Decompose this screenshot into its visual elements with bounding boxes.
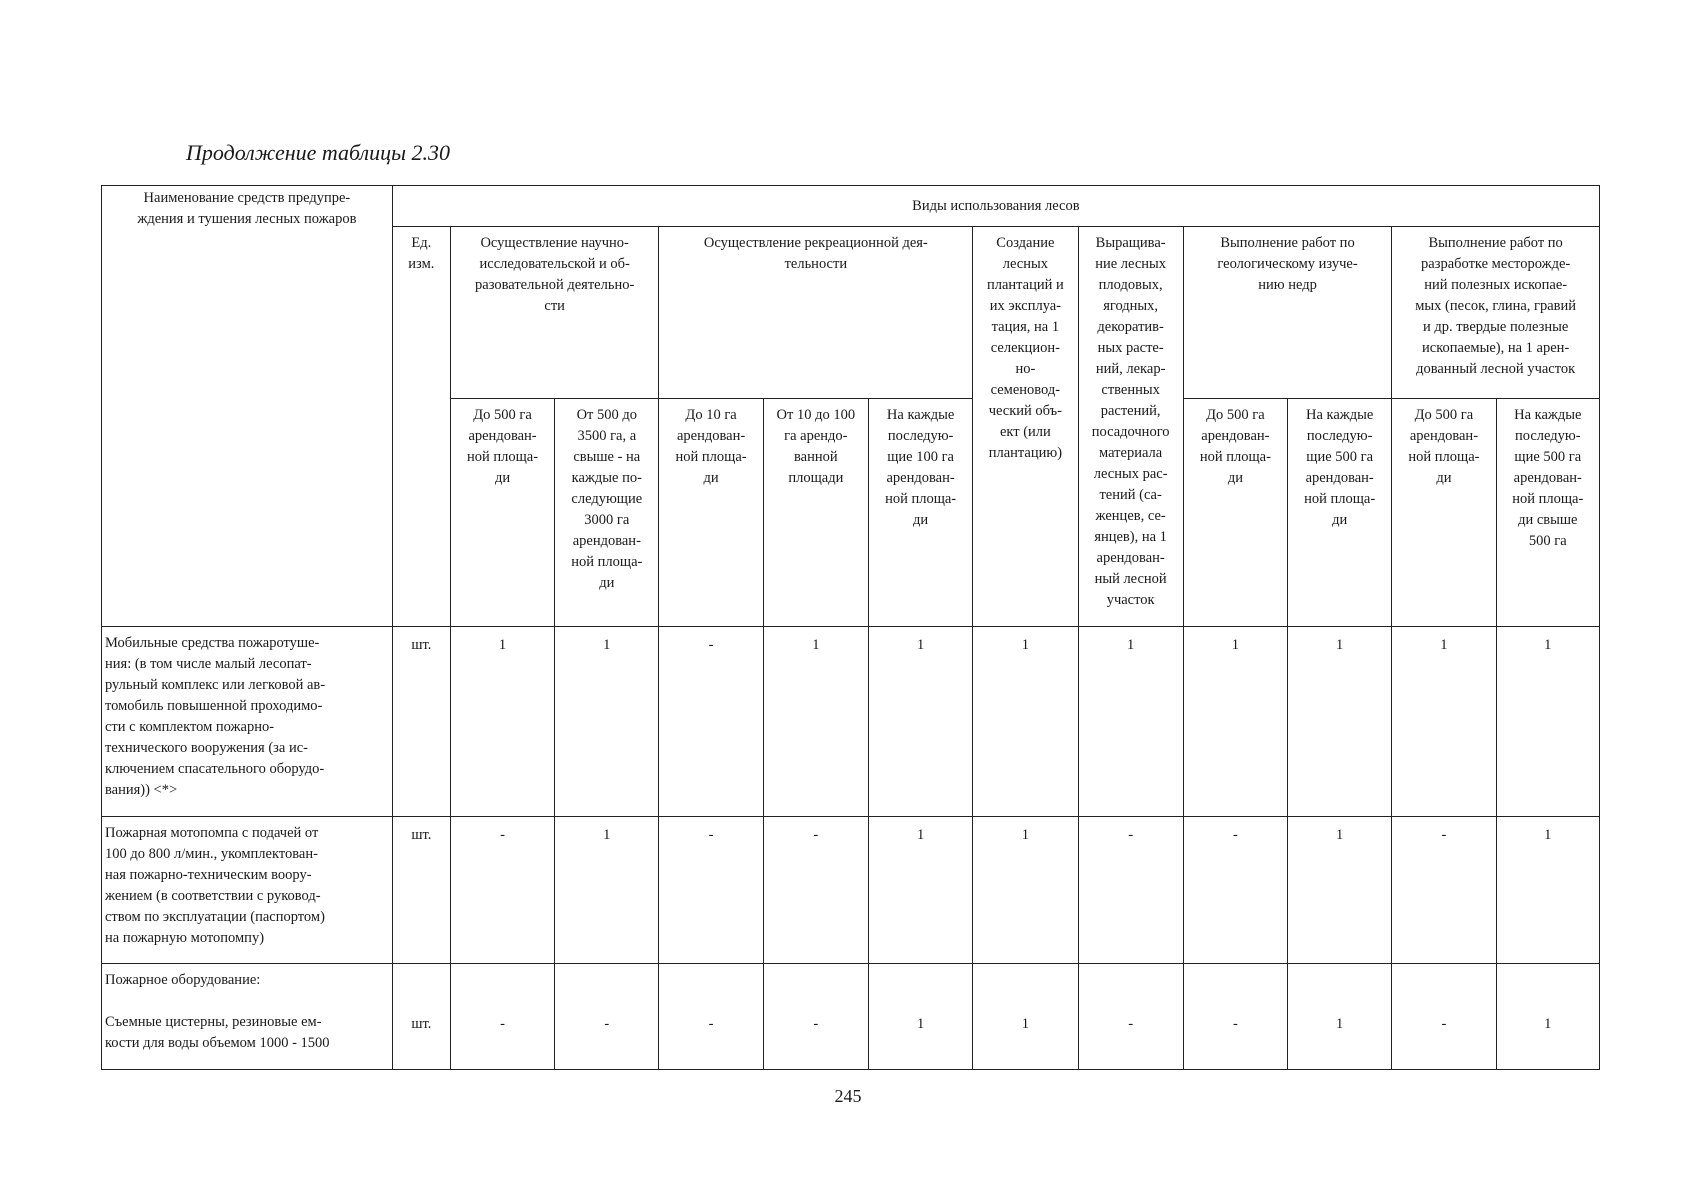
header-sub-mining-2: На каждые последую- щие 500 га арендован- ной площа- ди свыше 500 га xyxy=(1496,399,1599,627)
header-sub-geology-1: До 500 га арендован- ной площа- ди xyxy=(1183,399,1287,627)
header-group-cultivation: Выращива- ние лесных плодовых, ягодных, декоратив- ных расте- ний, лекар- ственных растений, посадочного материала лесных рас- тений (са- женцев, се- янцев), на 1 арендован- ный лесной участок xyxy=(1078,227,1183,627)
row-name-mobile-means: Мобильные средства пожаротуше- ния: (в том числе малый лесопат- рульный комплекс или легковой ав- томобиль повышенной проходимо- сти с комплектом пожарно- технического вооружения (за ис- ключением спасательного оборудо- вания)) <*> xyxy=(102,627,393,817)
value-cell: - xyxy=(1078,817,1183,964)
value-cell: 1 xyxy=(450,627,554,817)
table-row xyxy=(102,817,1600,964)
value-cell: 1 xyxy=(1288,817,1392,964)
page-number: 245 xyxy=(834,1086,862,1106)
header-row-1 xyxy=(102,186,1600,227)
value-cell: - xyxy=(1392,964,1496,1070)
header-unit: Ед. изм. xyxy=(392,227,450,627)
value-cell: 1 xyxy=(1288,627,1392,817)
value-cell: 1 xyxy=(1078,627,1183,817)
value-cell: - xyxy=(450,964,554,1070)
value-cell: 1 xyxy=(1392,627,1496,817)
header-group-plantations: Создание лесных плантаций и их эксплуа- тация, на 1 селекцион- но- семеновод- ческий объ- ект (или плантацию) xyxy=(973,227,1078,627)
header-sub-recreation-1: До 10 га арендован- ной площа- ди xyxy=(659,399,763,627)
value-cell: - xyxy=(450,817,554,964)
value-cell: 1 xyxy=(1496,627,1599,817)
value-cell: 1 xyxy=(868,627,972,817)
value-cell: 1 xyxy=(1183,627,1287,817)
value-cell: - xyxy=(1392,817,1496,964)
row-name-motor-pump: Пожарная мотопомпа с подачей от 100 до 800 л/мин., укомплектован- ная пожарно-техническим воору- жением (в соответствии с руковод- ством по эксплуатации (паспортом) на пожарную мотопомпу) xyxy=(102,817,393,964)
row-unit: шт. xyxy=(392,964,450,1070)
row-unit: шт. xyxy=(392,817,450,964)
header-group-mining: Выполнение работ по разработке месторожде- ний полезных ископае- мых (песок, глина, гравий и др. твердые полезные ископаемые), на 1 арен- дованный лесной участок xyxy=(1392,227,1600,399)
header-group-recreation: Осуществление рекреационной дея- тельности xyxy=(659,227,973,399)
header-sub-science-2: От 500 до 3500 га, а свыше - на каждые по- следующие 3000 га арендован- ной площа- ди xyxy=(555,399,659,627)
value-cell: 1 xyxy=(555,627,659,817)
header-group-science: Осуществление научно- исследовательской и об- разовательной деятельно- сти xyxy=(450,227,659,399)
forest-fire-equipment-table xyxy=(101,185,1600,1070)
value-cell: 1 xyxy=(1288,964,1392,1070)
row-name-fire-equipment xyxy=(102,964,393,1070)
value-cell: 1 xyxy=(1496,817,1599,964)
table-row xyxy=(102,627,1600,817)
header-sub-recreation-2: От 10 до 100 га арендо- ванной площади xyxy=(763,399,868,627)
value-cell: - xyxy=(659,627,763,817)
header-sub-mining-1: До 500 га арендован- ной площа- ди xyxy=(1392,399,1496,627)
value-cell: 1 xyxy=(868,817,972,964)
value-cell: 1 xyxy=(1496,964,1599,1070)
value-cell: - xyxy=(659,964,763,1070)
value-cell: 1 xyxy=(868,964,972,1070)
value-cell: - xyxy=(555,964,659,1070)
value-cell: - xyxy=(659,817,763,964)
value-cell: 1 xyxy=(555,817,659,964)
header-sub-science-1: До 500 га арендован- ной площа- ди xyxy=(450,399,554,627)
header-sub-geology-2: На каждые последую- щие 500 га арендован- ной площа- ди xyxy=(1288,399,1392,627)
value-cell: - xyxy=(1078,964,1183,1070)
value-cell: 1 xyxy=(973,627,1078,817)
header-name-col: Наименование средств предупре- ждения и тушения лесных пожаров xyxy=(102,186,393,627)
row-unit: шт. xyxy=(392,627,450,817)
value-cell: - xyxy=(763,817,868,964)
value-cell: - xyxy=(763,964,868,1070)
table-caption: Продолжение таблицы 2.30 xyxy=(186,140,451,165)
header-group-geology: Выполнение работ по геологическому изуче- нию недр xyxy=(1183,227,1392,399)
value-cell: - xyxy=(1183,964,1287,1070)
row-heading-fire-equipment: Пожарное оборудование: xyxy=(105,972,261,988)
table-row xyxy=(102,964,1600,1070)
header-forest-use: Виды использования лесов xyxy=(392,186,1599,227)
header-sub-recreation-3: На каждые последую- щие 100 га арендован- ной площа- ди xyxy=(868,399,972,627)
row-name-tanks: Съемные цистерны, резиновые ем- кости для воды объемом 1000 - 1500 xyxy=(105,1014,330,1051)
value-cell: 1 xyxy=(973,817,1078,964)
value-cell: 1 xyxy=(973,964,1078,1070)
value-cell: - xyxy=(1183,817,1287,964)
value-cell: 1 xyxy=(763,627,868,817)
